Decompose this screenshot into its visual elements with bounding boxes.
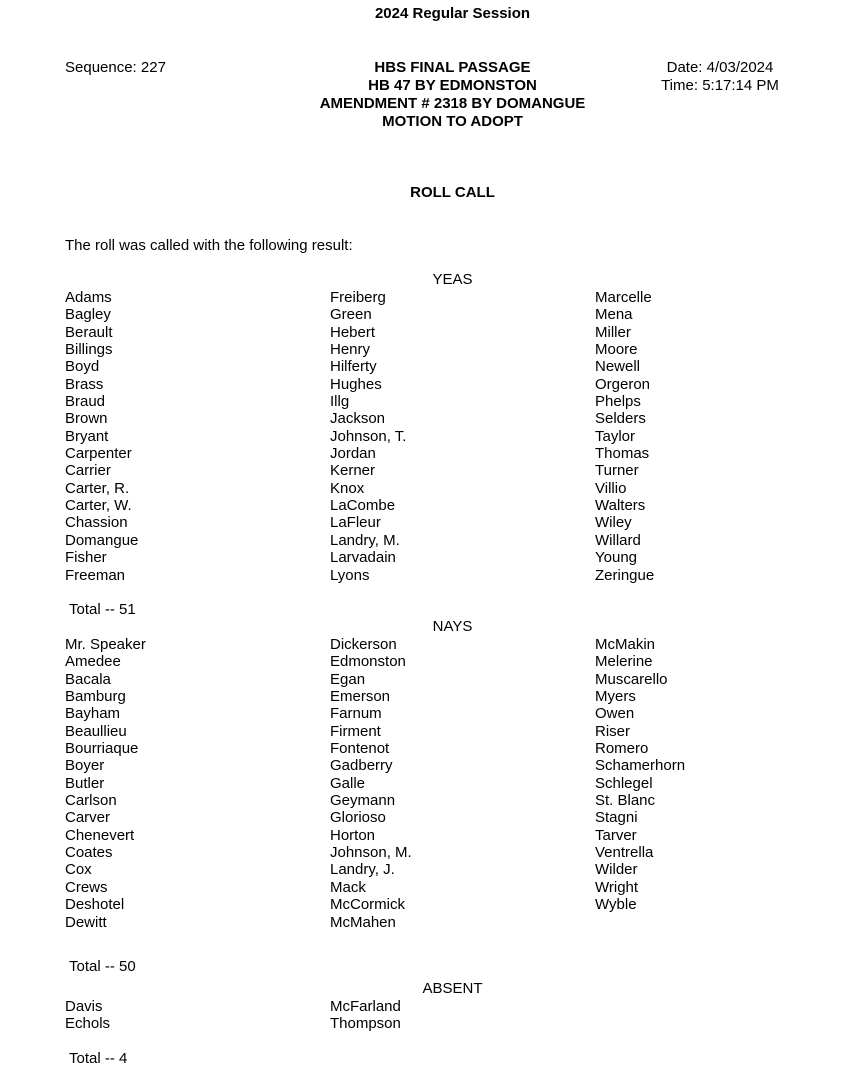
member-name: Melerine — [595, 653, 653, 671]
nays-total: Total -- 50 — [69, 958, 136, 975]
member-name: Bourriaque — [65, 740, 139, 758]
nays-column-1 — [65, 636, 146, 931]
nays-column-2 — [330, 636, 412, 931]
member-name: Brass — [65, 375, 104, 393]
member-name: Schamerhorn — [595, 757, 686, 775]
member-name: Jackson — [330, 410, 386, 428]
member-name: Stagni — [595, 809, 638, 827]
member-name: Bagley — [65, 306, 111, 324]
member-name: Wyble — [595, 896, 637, 914]
member-name: Amedee — [65, 653, 121, 671]
member-name: Berault — [65, 323, 113, 341]
member-name: Geymann — [330, 792, 396, 810]
member-name: Thompson — [330, 1015, 401, 1033]
member-name: Hebert — [330, 323, 376, 341]
member-name: Larvadain — [330, 549, 396, 567]
member-name: Adams — [65, 289, 112, 306]
member-name: Green — [330, 306, 372, 324]
member-name: Emerson — [330, 688, 391, 706]
yeas-column-1 — [65, 289, 138, 584]
member-name: Hilferty — [330, 358, 377, 376]
member-name: Dickerson — [330, 636, 397, 653]
member-name: Johnson, T. — [330, 427, 407, 445]
member-name: Mack — [330, 878, 366, 896]
member-name: Dewitt — [65, 913, 107, 931]
nays-heading: NAYS — [432, 618, 473, 635]
member-name: Fisher — [65, 549, 107, 567]
member-name: Crews — [65, 878, 108, 896]
nays-column-3 — [595, 636, 685, 914]
member-name: Hughes — [330, 375, 382, 393]
yeas-column-3 — [595, 289, 654, 584]
member-name: Illg — [330, 393, 350, 411]
member-name: Gadberry — [330, 757, 393, 775]
member-name: Bryant — [65, 427, 109, 445]
member-name: McMakin — [595, 636, 656, 653]
member-name: Freeman — [65, 566, 126, 584]
member-name: Owen — [595, 705, 635, 723]
member-name: Schlegel — [595, 774, 653, 792]
member-name: Echols — [65, 1015, 111, 1033]
member-name: Phelps — [595, 393, 641, 411]
member-name: Braud — [65, 393, 106, 411]
member-name: Fontenot — [330, 740, 390, 758]
member-name: Walters — [595, 497, 646, 515]
member-name: Brown — [65, 410, 108, 428]
roll-call-title: ROLL CALL — [410, 184, 495, 201]
member-name: Landry, J. — [330, 861, 395, 879]
member-name: Chenevert — [65, 826, 135, 844]
member-name: Miller — [595, 323, 631, 341]
member-name: Muscarello — [595, 670, 668, 688]
member-name: McFarland — [330, 998, 401, 1015]
member-name: Firment — [330, 722, 381, 740]
member-name: Bayham — [65, 705, 121, 723]
member-name: Cox — [65, 861, 92, 879]
member-name: LaFleur — [330, 514, 381, 532]
member-name: Mena — [595, 306, 633, 324]
roll-intro: The roll was called with the following result: — [65, 237, 353, 254]
member-name: Glorioso — [330, 809, 386, 827]
header-line: HB 47 BY EDMONSTON — [368, 77, 537, 94]
yeas-heading: YEAS — [432, 271, 473, 288]
member-name: Carrier — [65, 462, 111, 480]
member-name: Domangue — [65, 531, 139, 549]
member-name: Bacala — [65, 670, 111, 688]
member-name: Coates — [65, 844, 113, 862]
vote-time: Time: 5:17:14 PM — [661, 77, 779, 94]
member-name: Marcelle — [595, 289, 652, 306]
member-name: Young — [595, 549, 637, 567]
member-name: Newell — [595, 358, 641, 376]
member-name: Boyer — [65, 757, 105, 775]
yeas-total: Total -- 51 — [69, 601, 136, 618]
member-name: Myers — [595, 688, 636, 706]
member-name: Carter, W. — [65, 497, 132, 515]
absent-column-2 — [330, 998, 401, 1033]
member-name: Tarver — [595, 826, 637, 844]
member-name: Willard — [595, 531, 641, 549]
member-name: Romero — [595, 740, 649, 758]
member-name: Freiberg — [330, 289, 386, 306]
member-name: Taylor — [595, 427, 636, 445]
member-name: Villio — [595, 479, 627, 497]
member-name: Orgeron — [595, 375, 651, 393]
member-name: Wilder — [595, 861, 638, 879]
member-name: Carter, R. — [65, 479, 130, 497]
member-name: Boyd — [65, 358, 100, 376]
sequence-number: Sequence: 227 — [65, 59, 166, 76]
header-line: HBS FINAL PASSAGE — [374, 59, 531, 76]
member-name: Thomas — [595, 445, 650, 463]
absent-column-1 — [65, 998, 110, 1033]
member-name: Kerner — [330, 462, 376, 480]
member-name: McCormick — [330, 896, 405, 914]
vote-date: Date: 4/03/2024 — [666, 59, 774, 76]
member-name: Billings — [65, 341, 113, 359]
member-name: Butler — [65, 774, 105, 792]
member-name: Henry — [330, 341, 371, 359]
member-name: LaCombe — [330, 497, 396, 515]
yeas-column-2 — [330, 289, 406, 584]
member-name: Carlson — [65, 792, 117, 810]
member-name: Wright — [595, 878, 639, 896]
member-name: Egan — [330, 670, 366, 688]
member-name: McMahen — [330, 913, 396, 931]
member-name: Horton — [330, 826, 376, 844]
member-name: Chassion — [65, 514, 128, 532]
header-line: AMENDMENT # 2318 BY DOMANGUE — [319, 95, 586, 112]
session-title: 2024 Regular Session — [374, 5, 531, 22]
member-name: Jordan — [330, 445, 376, 463]
member-name: Galle — [330, 774, 366, 792]
member-name: Farnum — [330, 705, 382, 723]
member-name: Zeringue — [595, 566, 655, 584]
member-name: Deshotel — [65, 896, 125, 914]
member-name: Davis — [65, 998, 103, 1015]
member-name: Mr. Speaker — [65, 636, 146, 653]
member-name: Carver — [65, 809, 111, 827]
member-name: Beaullieu — [65, 722, 127, 740]
member-name: Selders — [595, 410, 646, 428]
member-name: Turner — [595, 462, 639, 480]
header-line: MOTION TO ADOPT — [382, 113, 523, 130]
member-name: Bamburg — [65, 688, 126, 706]
member-name: Landry, M. — [330, 531, 400, 549]
absent-heading: ABSENT — [422, 980, 483, 997]
member-name: Johnson, M. — [330, 844, 412, 862]
absent-total: Total -- 4 — [69, 1050, 128, 1067]
member-name: Lyons — [330, 566, 370, 584]
member-name: Wiley — [595, 514, 632, 532]
date-time-block — [640, 59, 800, 95]
member-name: Riser — [595, 722, 631, 740]
member-name: Moore — [595, 341, 638, 359]
member-name: Ventrella — [595, 844, 654, 862]
member-name: Knox — [330, 479, 365, 497]
member-name: St. Blanc — [595, 792, 656, 810]
member-name: Carpenter — [65, 445, 132, 463]
member-name: Edmonston — [330, 653, 406, 671]
